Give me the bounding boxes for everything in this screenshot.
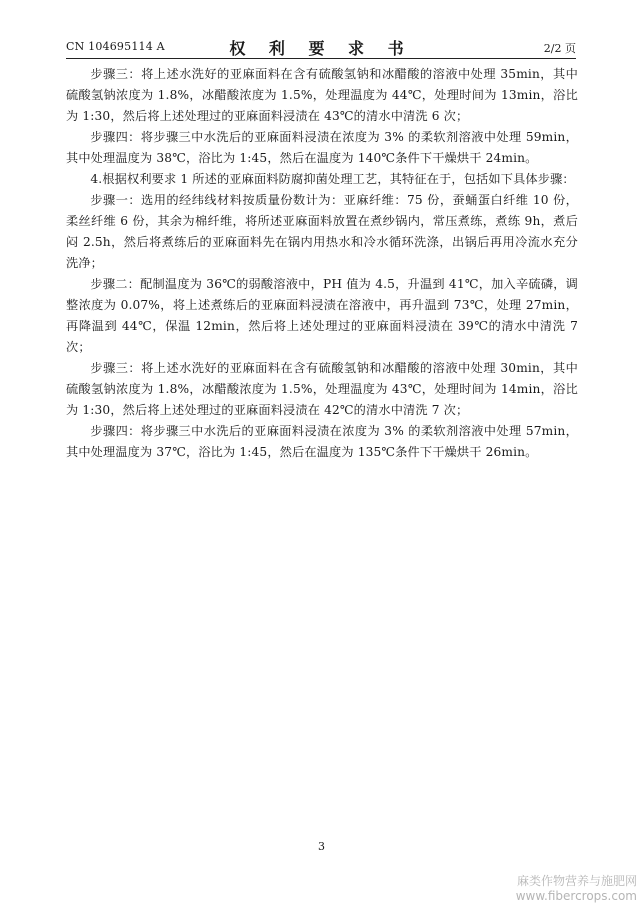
header-divider [66,58,576,59]
claim-paragraph: 步骤三：将上述水洗好的亚麻面料在含有硫酸氢钠和冰醋酸的溶液中处理 35min，其中硫酸氢钠浓度为 1.8%，冰醋酸浓度为 1.5%，处理温度为 44℃，处理时间为 13min，浴比为 1:30，然后将上述处理过的亚麻面料浸渍在 43℃的清水中清洗 6 次； [66,67,578,123]
claims-body [66,64,578,463]
claim-paragraph: 步骤四：将步骤三中水洗后的亚麻面料浸渍在浓度为 3% 的柔软剂溶液中处理 57min，其中处理温度为 37℃，浴比为 1:45，然后在温度为 135℃条件下干燥烘干 26min。 [66,424,578,459]
page-header [66,36,576,56]
claim-paragraph: 4.根据权利要求 1 所述的亚麻面料防腐抑菌处理工艺，其特征在于，包括如下具体步骤： [90,172,575,186]
page-number: 3 [318,840,325,853]
watermark-url: www.fibercrops.com [515,889,637,903]
claim-paragraph: 步骤二：配制温度为 36℃的弱酸溶液中，PH 值为 4.5，升温到 41℃，加入辛硫磷，调整浓度为 0.07%，将上述煮练后的亚麻面料浸渍在溶液中，再升温到 73℃，处理 27min，再降温到 44℃，保温 12min，然后将上述处理过的亚麻面料浸渍在 39℃的清水中清洗 7 次； [66,277,578,354]
watermark-site-name: 麻类作物营养与施肥网 [516,874,637,888]
claim-paragraph: 步骤四：将步骤三中水洗后的亚麻面料浸渍在浓度为 3% 的柔软剂溶液中处理 59min，其中处理温度为 38℃，浴比为 1:45，然后在温度为 140℃条件下干燥烘干 24min。 [66,130,578,165]
claim-paragraph: 步骤三：将上述水洗好的亚麻面料在含有硫酸氢钠和冰醋酸的溶液中处理 30min，其中硫酸氢钠浓度为 1.8%，冰醋酸浓度为 1.5%，处理温度为 43℃，处理时间为 14min，浴比为 1:30，然后将上述处理过的亚麻面料浸渍在 42℃的清水中清洗 7 次； [66,361,578,417]
patent-number: CN 104695114 A [66,40,165,53]
page-indicator: 2/2 页 [543,42,576,55]
document-title: 权 利 要 求 书 [229,39,413,58]
claim-paragraph: 步骤一：选用的经纬线材料按质量份数计为：亚麻纤维：75 份，蚕蛹蛋白纤维 10 份，柔丝纤维 6 份，其余为棉纤维，将所述亚麻面料放置在煮纱锅内，常压煮练，煮练 9h，煮后闷 2.5h，然后将煮练后的亚麻面料先在锅内用热水和冷水循环洗涤，出锅后再用冷流水充分洗净； [66,193,578,270]
watermark [516,874,637,904]
